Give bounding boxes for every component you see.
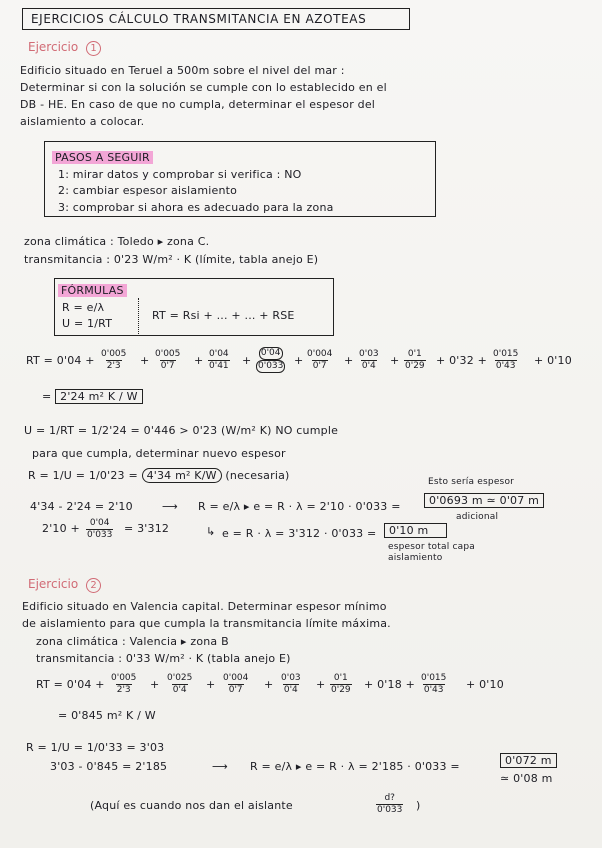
formula-divider [138,298,139,334]
ex1-note-total: espesor total capa [388,542,475,552]
ex2-rt-lhs: RT = 0'04 + [36,678,105,691]
arrow-right-icon: ⟶ [212,760,228,773]
ex1-rt-result-row: = 2'24 m² K / W [42,389,143,404]
plus-sign: + [390,354,400,367]
arrow-down-right-icon: ↳ [206,525,216,538]
exercise-2-heading [28,577,101,593]
exercise-1-label: Ejercicio [28,40,79,54]
ex2-transmitancia: transmitancia : 0'33 W/m² · K (tabla anejo E) [36,652,291,665]
ex2-plus-010: + 0'10 [466,678,504,691]
ex2-frac-3: $\frac{0'004}{0'7}$ [223,673,249,695]
page-title: EJERCICIOS CÁLCULO TRANSMITANCIA EN AZOTEAS [22,8,410,30]
exercise-2-number: 2 [86,578,101,593]
ex2-r-line: R = 1/U = 1/0'33 = 3'03 [26,741,165,754]
ex2-frac-5: $\frac{0'1}{0'29}$ [331,673,351,695]
arrow-right-icon: ⟶ [162,500,178,513]
plus-sign: + [242,354,252,367]
step-2: 2: cambiar espesor aislamiento [58,184,238,197]
ex2-e-calc: R = e/λ ▸ e = R · λ = 2'185 · 0'033 = [250,760,460,773]
ex1-frac-2: $\frac{0'005}{0'7}$ [155,349,181,371]
ex1-u-check: U = 1/RT = 1/2'24 = 0'446 > 0'23 (W/m² K) NO cumple [24,424,339,437]
plus-sign: + [264,678,274,691]
ex1-frac-7: $\frac{0'1}{0'29}$ [405,349,425,371]
ex1-e-calc: R = e/λ ▸ e = R · λ = 2'10 · 0'033 = [198,500,401,513]
ex2-e-approx: ≃ 0'08 m [500,772,553,785]
ex1-frac-8: $\frac{0'015}{0'43}$ [493,349,519,371]
plus-sign: + [150,678,160,691]
ex1-note-aislamiento: aislamiento [388,553,443,563]
ex1-frac-4-insulation: $\frac{0'04}{0'033}$ [258,348,284,371]
ex2-e-result: 0'072 m [500,753,557,768]
ex2-note-pre: (Aquí es cuando nos dan el aislante [90,799,293,812]
ex2-diff: 3'03 - 0'845 = 2'185 [50,760,168,773]
ex2-zona: zona climática : Valencia ▸ zona B [36,635,229,648]
ex1-sum-post: = 3'312 [124,522,170,535]
ex1-frac-1: $\frac{0'005}{2'3}$ [101,349,127,371]
ex2-frac-6: $\frac{0'015}{0'43}$ [421,673,447,695]
steps-title: PASOS A SEGUIR [52,151,153,164]
exercise-2-label: Ejercicio [28,577,79,591]
plus-sign: + [294,354,304,367]
ex1-statement-line-2: Determinar si con la solución se cumple con lo establecido en el [20,81,387,94]
ex2-note-frac: $\frac{d?}{0'033}$ [377,793,403,815]
ex1-plus-032: + 0'32 + [436,354,488,367]
ex1-diff-result: 0'0693 m ≃ 0'07 m [424,493,544,508]
ex1-sum-pre: 2'10 + [42,522,80,535]
ex1-note-adicional: adicional [456,512,499,522]
ex1-frac-6: $\frac{0'03}{0'4}$ [359,349,379,371]
ex1-e-total: e = R · λ = 3'312 · 0'033 = [222,527,377,540]
ex1-zona: zona climática : Toledo ▸ zona C. [24,235,210,248]
step-1: 1: mirar datos y comprobar si verifica : NO [58,168,302,181]
step-3: 3: comprobar si ahora es adecuado para la zona [58,201,334,214]
ex2-frac-1: $\frac{0'005}{2'3}$ [111,673,137,695]
plus-sign: + [194,354,204,367]
ex1-para-cumpla: para que cumpla, determinar nuevo espesor [32,447,286,460]
exercise-1-heading [28,40,101,56]
ex1-statement-line-3: DB - HE. En caso de que no cumpla, determinar el espesor del [20,98,376,111]
ex1-transmitancia: transmitancia : 0'23 W/m² · K (límite, tabla anejo E) [24,253,319,266]
formula-rt: RT = Rsi + ... + ... + RSE [152,309,295,322]
ex1-plus-010: + 0'10 [534,354,572,367]
plus-sign: + [140,354,150,367]
ex1-statement-line-1: Edificio situado en Teruel a 500m sobre el nivel del mar : [20,64,345,77]
formula-u: U = 1/RT [62,317,113,330]
ex1-e-total-result: 0'10 m [384,523,447,538]
plus-sign: + [344,354,354,367]
formula-r: R = e/λ [62,301,105,314]
ex1-r-necesaria-value: 4'34 m² K/W [142,468,222,483]
ex1-r-necesaria: R = 1/U = 1/0'23 = 4'34 m² K/W (necesaria) [28,469,290,482]
ex2-frac-4: $\frac{0'03}{0'4}$ [281,673,301,695]
ex2-frac-2: $\frac{0'025}{0'4}$ [167,673,193,695]
ex1-frac-5: $\frac{0'004}{0'7}$ [307,349,333,371]
ex1-sum-frac: $\frac{0'04}{0'033}$ [87,518,113,540]
plus-sign: + [206,678,216,691]
ex1-note-seria: Esto sería espesor [428,477,515,487]
ex2-plus-018: + 0'18 + [364,678,416,691]
ex2-statement-line-2: de aislamiento para que cumpla la transmitancia límite máxima. [22,617,391,630]
exercise-1-number: 1 [86,41,101,56]
ex1-statement-line-4: aislamiento a colocar. [20,115,145,128]
ex2-note-post: ) [416,799,421,812]
ex1-frac-3: $\frac{0'04}{0'41}$ [209,349,229,371]
ex2-statement-line-1: Edificio situado en Valencia capital. Determinar espesor mínimo [22,600,387,613]
ex1-rt-lhs: RT = 0'04 + [26,354,95,367]
ex1-diff: 4'34 - 2'24 = 2'10 [30,500,133,513]
ex1-rt-result: 2'24 m² K / W [55,389,143,404]
ex2-rt-result: = 0'845 m² K / W [58,709,156,722]
formulas-title: FÓRMULAS [58,284,127,297]
plus-sign: + [316,678,326,691]
